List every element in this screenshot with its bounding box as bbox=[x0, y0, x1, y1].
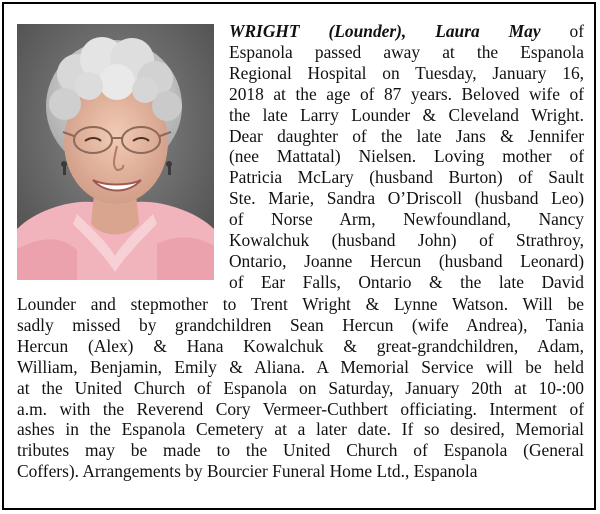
deceased-name: WRIGHT (Lounder), Laura May bbox=[229, 21, 541, 41]
obituary-line: Espanola passed away at the Espanola bbox=[229, 41, 584, 62]
obituary-line bbox=[229, 21, 584, 42]
obituary-line: Dear daughter of the late Jans & Jennifer bbox=[229, 125, 584, 146]
obituary-line: Hercun (Alex) & Hana Kowalchuk & great-grandchildren, Adam, bbox=[17, 335, 584, 356]
obituary-text-upper bbox=[229, 21, 584, 293]
obituary-line: sadly missed by grandchildren Sean Hercun (wife Andrea), Tania bbox=[17, 314, 584, 335]
obituary-line: Patricia McLary (husband Burton) of Sault bbox=[229, 167, 584, 188]
obituary-line-text: of bbox=[540, 21, 584, 41]
obituary-line: of Ear Falls, Ontario & the late David bbox=[229, 271, 584, 292]
portrait-photo bbox=[17, 24, 214, 280]
obituary-line: Ste. Marie, Sandra O’Driscoll (husband Leo) bbox=[229, 188, 584, 209]
obituary-line: Lounder and stepmother to Trent Wright & Lynne Watson. Will be bbox=[17, 294, 584, 314]
obituary-line: William, Benjamin, Emily & Aliana. A Memorial Service will be held bbox=[17, 356, 584, 377]
obituary-line: tributes may be made to the United Church of Espanola (General bbox=[17, 440, 584, 461]
obituary-text-lower bbox=[17, 294, 584, 482]
obituary-line: (nee Mattatal) Nielsen. Loving mother of bbox=[229, 146, 584, 167]
obituary-line: Ontario, Joanne Hercun (husband Leonard) bbox=[229, 250, 584, 271]
obituary-line: of Norse Arm, Newfoundland, Nancy bbox=[229, 209, 584, 230]
portrait-illustration bbox=[17, 24, 214, 280]
obituary-line: 2018 at the age of 87 years. Beloved wife of bbox=[229, 83, 584, 104]
obituary-line: Coffers). Arrangements by Bourcier Funeral Home Ltd., Espanola bbox=[17, 461, 478, 482]
obituary-line: Regional Hospital on Tuesday, January 16, bbox=[229, 62, 584, 83]
obituary-line: a.m. with the Reverend Cory Vermeer-Cuthbert officiating. Interment of bbox=[17, 398, 584, 419]
obituary-line: at the United Church of Espanola on Saturday, January 20th at 10-:00 bbox=[17, 377, 584, 398]
obituary-line: the late Larry Lounder & Cleveland Wright. bbox=[229, 104, 584, 125]
obituary-line: Kowalchuk (husband John) of Strathroy, bbox=[229, 230, 584, 251]
obituary-line: ashes in the Espanola Cemetery at a later date. If so desired, Memorial bbox=[17, 419, 584, 440]
